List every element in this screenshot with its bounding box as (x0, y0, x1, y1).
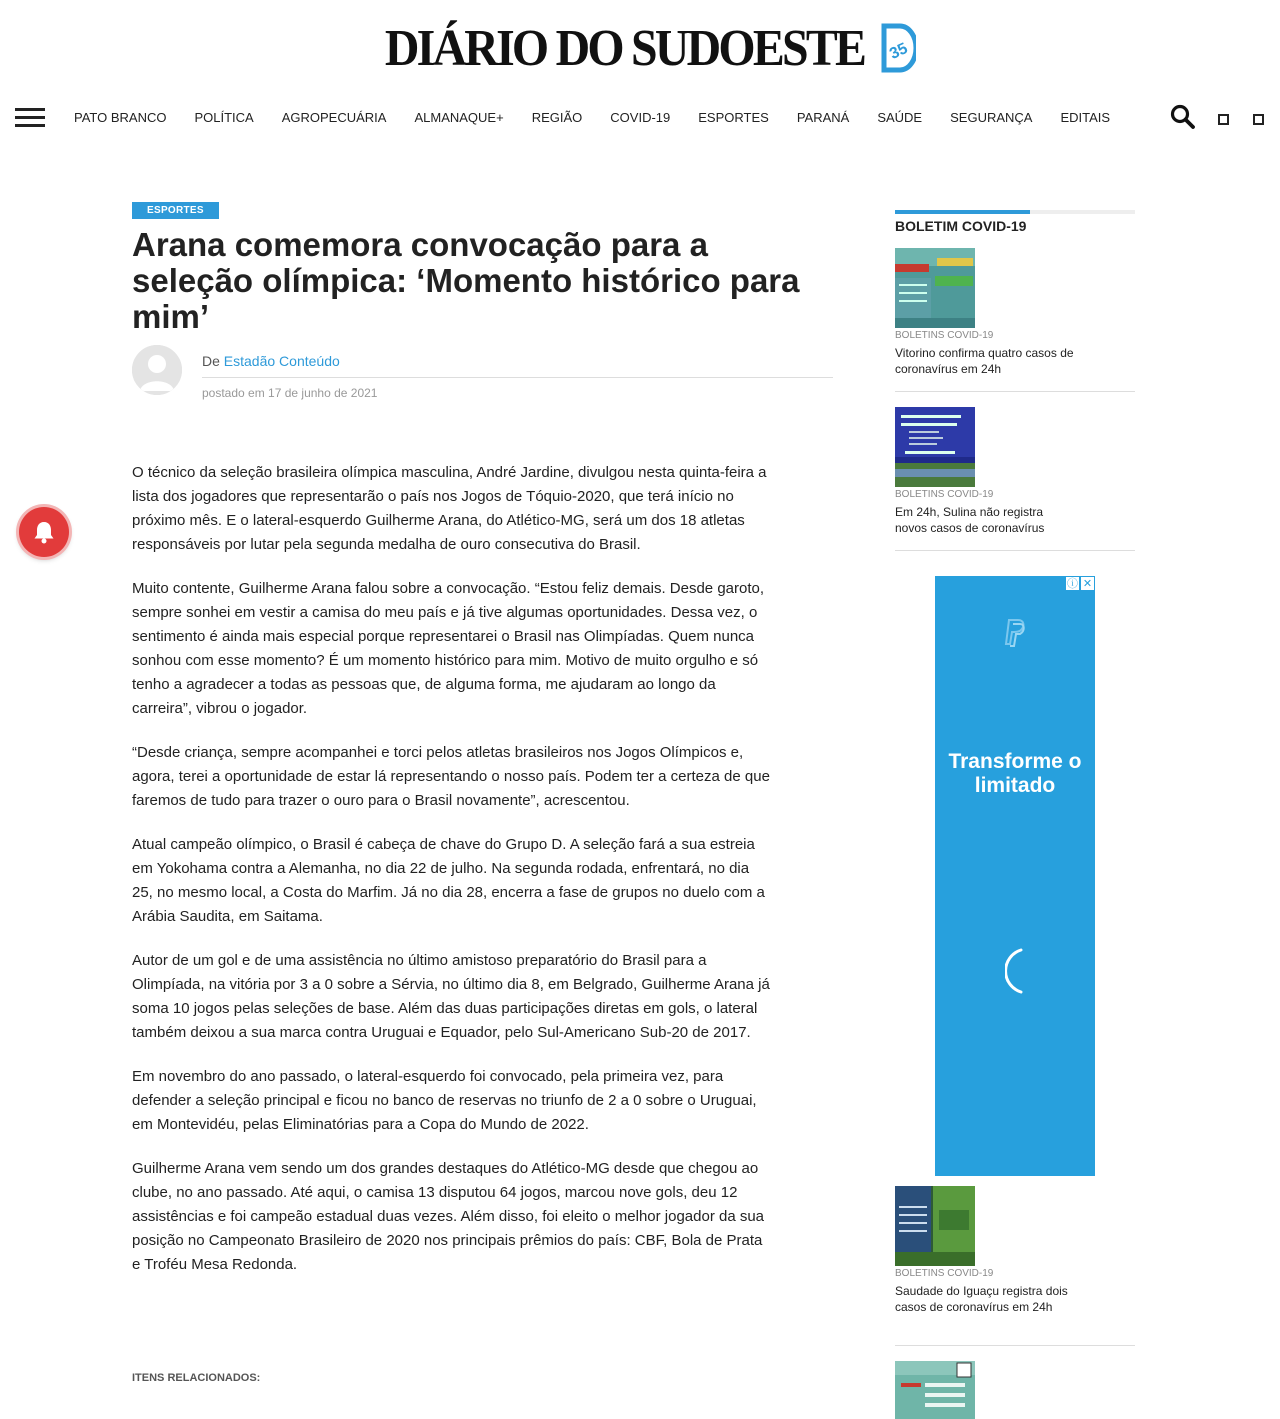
ad-controls (1065, 576, 1095, 591)
site-logo[interactable] (0, 22, 1280, 76)
ad-close-icon[interactable]: ✕ (1080, 576, 1095, 591)
nav-item-segurança[interactable]: SEGURANÇA (950, 110, 1033, 125)
sidebar-heading: BOLETIM COVID-19 (895, 218, 1027, 234)
facebook-icon[interactable] (1218, 114, 1229, 125)
divider (895, 1345, 1135, 1346)
advertisement[interactable] (935, 576, 1095, 1176)
paypal-logo-icon (1003, 618, 1027, 648)
nav-item-editais[interactable]: EDITAIS (1060, 110, 1111, 125)
ad-headline: Transforme o limitado (948, 750, 1082, 797)
loading-spinner-icon (1005, 946, 1025, 996)
post-category[interactable]: BOLETINS COVID-19 (895, 489, 994, 500)
sidebar-post[interactable] (895, 1361, 1135, 1419)
byline (202, 353, 340, 369)
post-title[interactable]: Saudade do Iguaçu registra dois casos de coronavírus em 24h (895, 1284, 1068, 1314)
main-navigation (0, 100, 1280, 136)
article-paragraph: Autor de um gol e de uma assistência no último amistoso preparatório do Brasil para a Olimpíada, na vitória por 3 a 0 sobre a Sérvia, no último dia 8, em Belgrado, Guilherme Arana já soma 10 jogos pelas seleções de base. Além das duas participações diretas em gols, o lateral também deixou a sua marca contra Uruguai e Equador, pelo Sul-Americano Sub-20 de 2017. (132, 952, 770, 1041)
nav-item-pato-branco[interactable]: PATO BRANCO (74, 110, 167, 125)
nav-item-agropecuária[interactable]: AGROPECUÁRIA (281, 110, 387, 125)
search-icon[interactable] (1170, 104, 1196, 130)
article-paragraph: O técnico da seleção brasileira olímpica masculina, André Jardine, divulgou nesta quinta-feira a lista dos jogadores que representarão o país nos Jogos de Tóquio-2020, que terá início no próximo mês. E o lateral-esquerdo Guilherme Arana, do Atlético-MG, será um dos 18 atletas responsáveis por lutar pela segunda medalha de ouro consecutiva do Brasil. (132, 464, 767, 553)
post-thumbnail[interactable] (895, 407, 975, 487)
nav-items (60, 110, 1124, 125)
logo-text: DIÁRIO DO SUDOESTE (385, 20, 865, 77)
divider (895, 391, 1135, 392)
article-paragraph: Atual campeão olímpico, o Brasil é cabeça de chave do Grupo D. A seleção fará a sua estreia em Yokohama contra a Alemanha, no dia 22 de julho. Na segunda rodada, enfrentará, no dia 25, no mesmo local, a Costa do Marfim. Já no dia 28, encerra a fase de grupos no duelo com a Arábia Saudita, em Saitama. (132, 836, 765, 925)
article-title: Arana comemora convocação para a seleção olímpica: ‘Momento histórico para mim’ (132, 226, 800, 335)
sidebar-post[interactable] (895, 407, 1135, 536)
article-paragraph: Muito contente, Guilherme Arana falou sobre a convocação. “Estou feliz demais. Desde garoto, sempre sonhei em vestir a camisa do meu país e já tive algumas oportunidades. Dessa vez, o sentimento é ainda mais especial porque representarei o Brasil nas Olimpíadas. Quem nunca sonhou com esse momento? É um momento histórico para mim. Motivo de muito orgulho e só tenho a agradecer a todas as pessoas que, de alguma forma, me ajudaram ao longo da carreira”, vibrou o jogador. (132, 580, 765, 717)
nav-item-região[interactable]: REGIÃO (531, 110, 583, 125)
post-thumbnail[interactable] (895, 1186, 975, 1266)
post-category[interactable]: BOLETINS COVID-19 (895, 330, 994, 341)
divider (895, 550, 1135, 551)
anniversary-badge-icon (880, 22, 916, 74)
byline-prefix: De (202, 353, 220, 369)
post-date: postado em 17 de junho de 2021 (202, 386, 378, 400)
nav-item-paraná[interactable]: PARANÁ (796, 110, 850, 125)
post-category[interactable]: BOLETINS COVID-19 (895, 1268, 994, 1279)
menu-icon[interactable] (15, 108, 45, 128)
nav-item-almanaque-[interactable]: ALMANAQUE+ (414, 110, 504, 125)
article-body (132, 461, 772, 1297)
avatar-placeholder-icon (132, 345, 182, 395)
ad-info-icon[interactable]: ⓘ (1067, 578, 1078, 590)
sidebar-heading-accent (895, 210, 1030, 214)
post-title[interactable]: Vitorino confirma quatro casos de coronavírus em 24h (895, 346, 1074, 376)
article-paragraph: “Desde criança, sempre acompanhei e torci pelos atletas brasileiros nos Jogos Olímpicos e, agora, terei a oportunidade de estar lá representando o nosso país. Podem ter a certeza de que faremos de tudo para trazer o ouro para o Brasil novamente”, acrescentou. (132, 744, 770, 809)
post-thumbnail[interactable] (895, 1361, 975, 1419)
nav-item-saúde[interactable]: SAÚDE (877, 110, 923, 125)
sidebar-post[interactable] (895, 248, 1135, 377)
author-link[interactable]: Estadão Conteúdo (223, 353, 340, 369)
twitter-icon[interactable] (1253, 114, 1264, 125)
sidebar-post[interactable] (895, 1186, 1135, 1315)
nav-item-esportes[interactable]: ESPORTES (698, 110, 769, 125)
badge-number: 35 (886, 40, 910, 64)
related-items-label: ITENS RELACIONADOS: (132, 1372, 261, 1384)
post-thumbnail[interactable] (895, 248, 975, 328)
author-avatar (132, 345, 182, 395)
nav-item-covid-19[interactable]: COVID-19 (610, 110, 671, 125)
post-title[interactable]: Em 24h, Sulina não registra novos casos de coronavírus (895, 505, 1045, 535)
nav-item-política[interactable]: POLÍTICA (194, 110, 254, 125)
notification-bell-button[interactable] (19, 507, 69, 557)
article-paragraph: Em novembro do ano passado, o lateral-esquerdo foi convocado, pela primeira vez, para defender a seleção principal e ficou no banco de reservas no triunfo de 2 a 0 sobre o Uruguai, em Montevidéu, pelas Eliminatórias para a Copa do Mundo de 2022. (132, 1068, 757, 1133)
byline-divider (202, 377, 833, 378)
article-paragraph: Guilherme Arana vem sendo um dos grandes destaques do Atlético-MG desde que chegou ao clube, no ano passado. Até aqui, o camisa 13 disputou 64 jogos, marcou nove gols, deu 12 assistências e foi campeão estadual duas vezes. Além disso, foi eleito o melhor jogador da sua posição no Campeonato Brasileiro de 2020 nos principais prêmios do país: CBF, Bola de Prata e Troféu Mesa Redonda. (132, 1160, 765, 1273)
category-badge[interactable]: ESPORTES (132, 202, 219, 219)
bell-icon (31, 519, 57, 545)
